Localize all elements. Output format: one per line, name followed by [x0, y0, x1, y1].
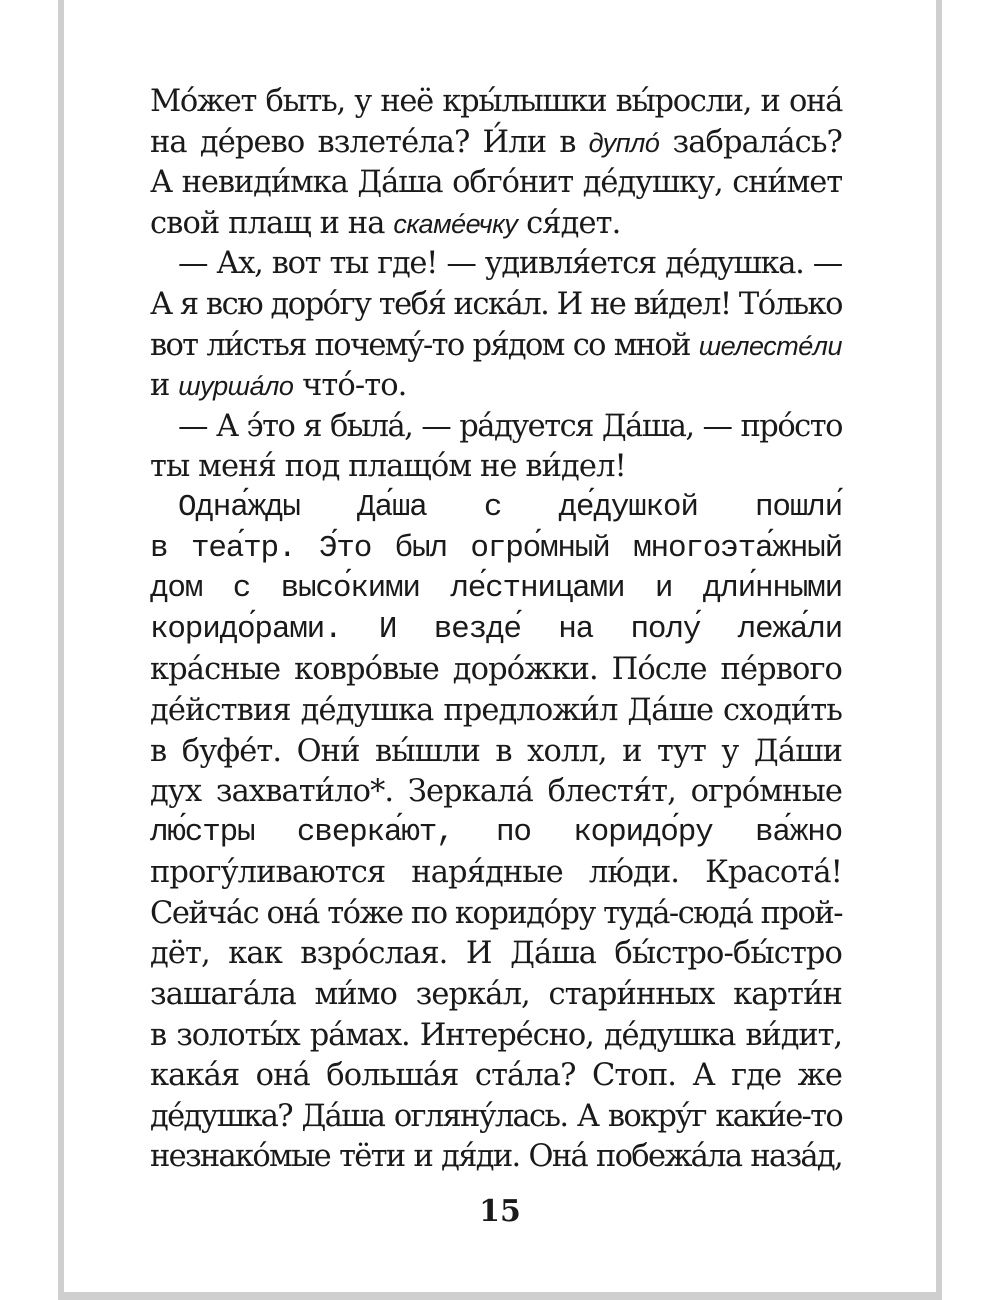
page-edge-bottom — [58, 1292, 942, 1300]
text-line-segment: забрала́сь? — [659, 124, 842, 160]
text-line — [150, 326, 842, 367]
text-line: зашага́ла ми́мо зерка́л, стари́нных карти́н — [150, 977, 842, 1013]
text-line-segment: вот ли́стья почему́-то ря́дом со мной — [150, 327, 699, 363]
text-line: в теа́тр. Э́то был огро́мный многоэта́жный — [150, 530, 842, 566]
glossary-word: шурша́ло — [178, 371, 294, 402]
text-line: дух захвати́ло*. Зеркала́ блестя́т, огро́мные — [150, 774, 842, 810]
page-number: 15 — [479, 1194, 521, 1229]
text-line: лю́стры сверка́ют, по коридо́ру ва́жно — [150, 814, 842, 850]
text-line: Мо́жет быть, у неё кры́лышки вы́росли, и она́ — [150, 84, 842, 119]
text-line: кака́я она́ больша́я ста́ла? Стоп. А где же — [150, 1058, 842, 1094]
page-text — [150, 82, 842, 1178]
text-line: — Ах, вот ты где! — удивля́ется де́душка. — — [178, 246, 842, 282]
text-line-segment: на де́рево взлете́ла? И́ли в — [150, 124, 589, 160]
text-line: в золоты́х ра́мах. Интере́сно, де́душка ви́дит, — [150, 1017, 842, 1053]
text-line: незнако́мые тёти и дя́ди. Она́ побежа́ла наза́д, — [150, 1139, 842, 1175]
text-line — [150, 366, 842, 407]
page-edge-left — [58, 0, 64, 1300]
text-line: прогу́ливаются наря́дные лю́ди. Красота́! — [150, 855, 842, 891]
text-line: дом с высо́кими ле́стницами и дли́нными — [150, 571, 842, 607]
text-line — [150, 204, 842, 245]
text-line: — А э́то я была́, — ра́дуется Да́ша, — про́сто — [178, 408, 842, 444]
text-line: Сейча́с она́ то́же по коридо́ру туда́-сюда́ прой- — [150, 895, 842, 931]
glossary-word: шелесте́ли — [698, 330, 842, 361]
text-line: дёт, как взро́слая. И Да́ша бы́стро-бы́стро — [150, 936, 842, 972]
text-line: А невиди́мка Да́ша обго́нит де́душку, сни́мет — [150, 165, 842, 201]
page-edge-right — [936, 0, 942, 1300]
glossary-word: скаме́ечку — [393, 208, 518, 239]
text-line-segment: и — [150, 368, 179, 404]
text-line: де́душка? Да́ша огляну́лась. А вокру́г каки́е-то — [150, 1098, 842, 1134]
text-line: в буфе́т. Они́ вы́шли в холл, и тут у Да́ши — [150, 733, 842, 769]
text-line-segment: свой плащ и на — [150, 205, 394, 241]
text-line: Одна́жды Да́ша с де́душкой пошли́ — [178, 489, 842, 525]
text-line-segment: ся́дет. — [517, 205, 621, 241]
text-line: коридо́рами. И везде́ на полу́ лежа́ли — [150, 611, 842, 647]
text-line: де́йствия де́душка предложи́л Да́ше сходи́ть — [150, 692, 842, 728]
text-line: А я всю доро́гу тебя́ иска́л. И не ви́дел! То́лько — [150, 286, 842, 322]
glossary-word: дупло́ — [588, 127, 660, 158]
text-line: кра́сные ковро́вые доро́жки. По́сле пе́рвого — [150, 652, 842, 688]
text-line — [150, 123, 842, 164]
text-line-segment: что́-то. — [293, 368, 407, 404]
text-line: ты меня́ под плащо́м не ви́дел! — [150, 449, 626, 485]
